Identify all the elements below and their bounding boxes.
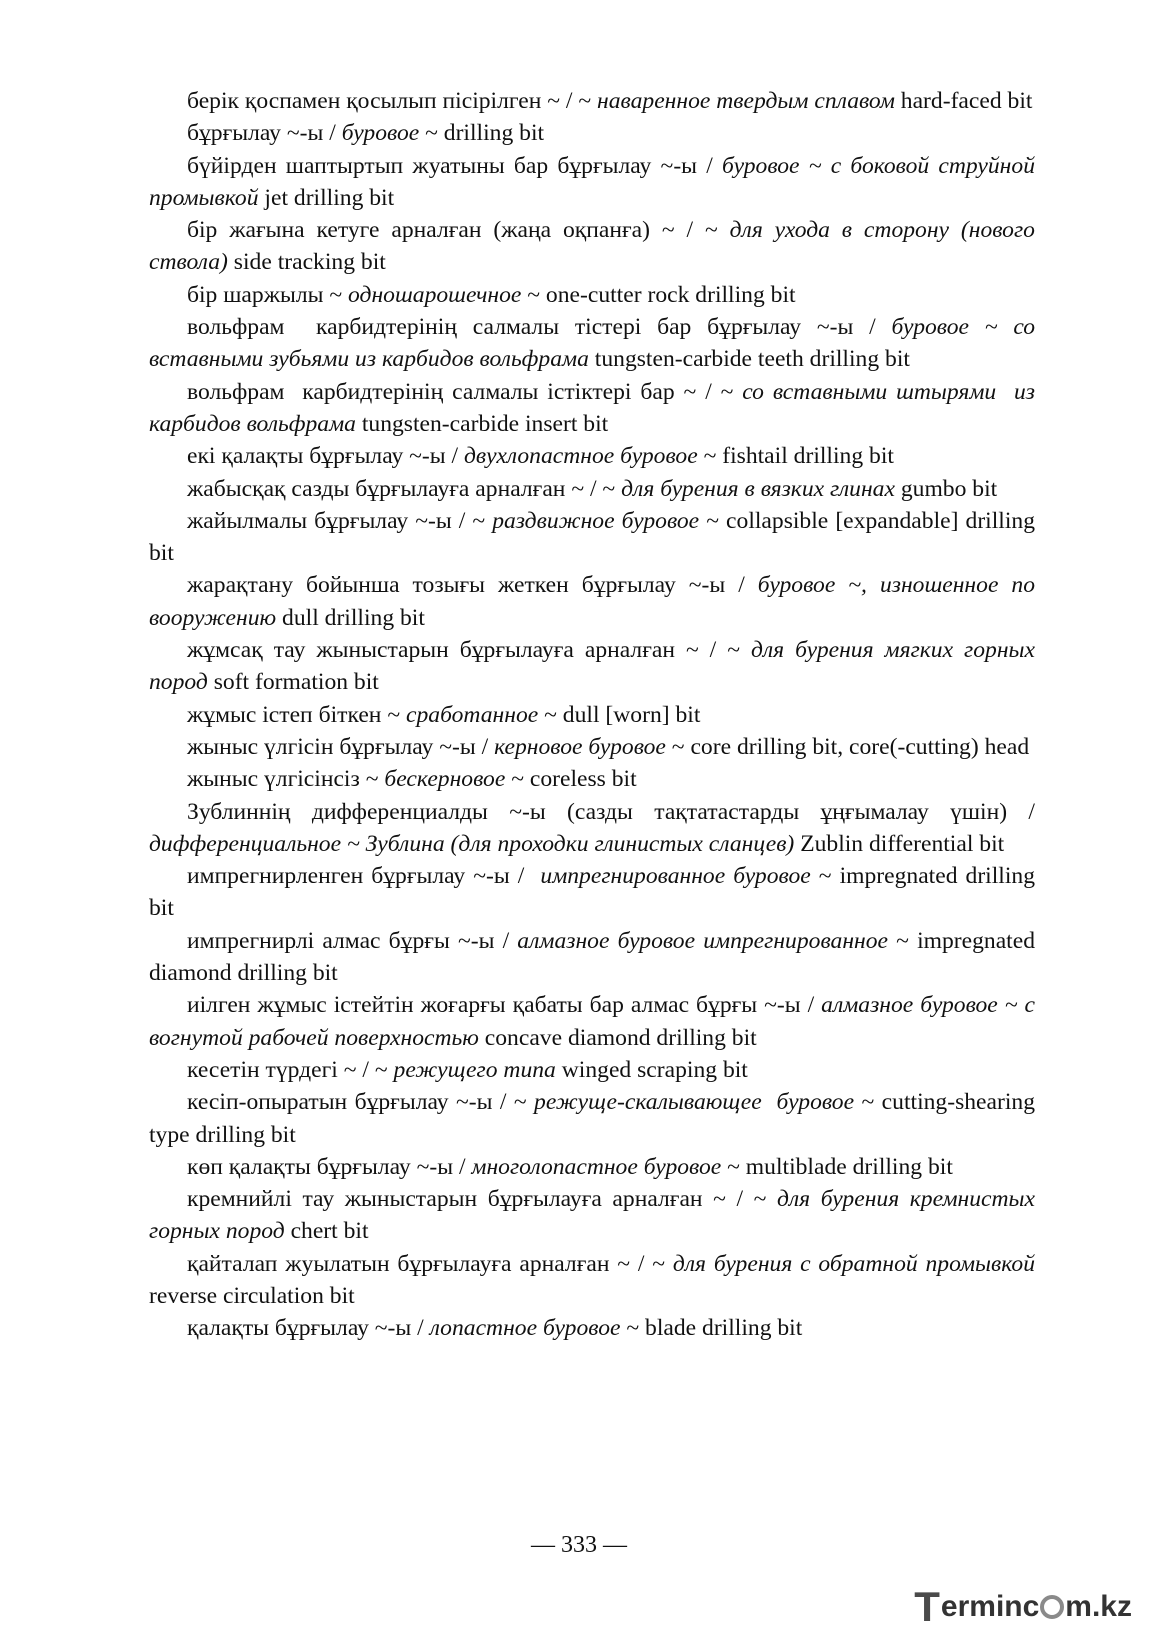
entry-text: жайылмалы бұрғылау ~-ы / ~ [187, 507, 493, 534]
watermark-ring-icon [1040, 1595, 1064, 1619]
entry-russian-term: дифференциальное ~ Зублина (для проходки глинистых сланцев) [149, 830, 795, 857]
dictionary-entry [149, 214, 1041, 279]
dictionary-entry [149, 699, 1035, 731]
entry-russian-term: со вставными штырями из карбидов вольфрама [149, 378, 1047, 437]
entry-text: ~ dull [worn] bit [538, 701, 701, 728]
entry-russian-term: алмазное буровое ~ с вогнутой рабочей поверхностью [149, 992, 1041, 1051]
entry-russian-term: алмазное буровое импрегнированное [517, 927, 889, 954]
entry-text: ~ impregnated drilling bit [149, 863, 1041, 922]
watermark-text-end: m.kz [1065, 1590, 1132, 1623]
dictionary-entry [149, 311, 1041, 376]
entry-text: кесіп-опыратын бұрғылау ~-ы / ~ [187, 1089, 535, 1116]
entry-russian-term: буровое ~, изношенное по вооружению [149, 572, 1041, 631]
entry-text: ~ cutting-shearing type drilling bit [149, 1089, 1041, 1148]
entry-russian-term: сработанное [406, 701, 539, 728]
dictionary-entry [149, 1248, 1041, 1313]
entry-russian-term: режущего типа [393, 1056, 556, 1083]
dictionary-entry [149, 1054, 1035, 1086]
entry-text: қалақты бұрғылау ~-ы / [187, 1315, 430, 1342]
entry-russian-term: режуще-скалывающее буровое [534, 1089, 855, 1116]
dictionary-entry [149, 505, 1041, 570]
entry-text: екі қалақты бұрғылау ~-ы / [187, 443, 464, 470]
entry-text: soft formation bit [207, 669, 379, 696]
entry-text: chert bit [284, 1218, 369, 1245]
entry-text: ~ impregnated diamond drilling bit [149, 927, 1041, 987]
page-number: — 333 — [531, 1532, 627, 1558]
dictionary-entry [149, 796, 1041, 861]
site-watermark-logo [914, 1585, 1132, 1629]
entry-russian-term: буровое [341, 120, 420, 147]
entry-russian-term: лопастное буровое [429, 1315, 621, 1342]
entry-text: жыныс үлгісін бұрғылау ~-ы / [187, 733, 495, 760]
entry-text: жарақтану бойынша тозығы жеткен бұрғылау ~-ы / [187, 572, 758, 599]
entry-text: ~ blade drilling bit [620, 1315, 803, 1342]
entry-text: көп қалақты бұрғылау ~-ы / [187, 1153, 472, 1180]
dictionary-entry [149, 1151, 1035, 1183]
entry-russian-term: наваренное твердым сплавом [597, 88, 895, 114]
entry-text: импрегнирленген бұрғылау ~-ы / [187, 863, 541, 890]
entry-text: ~ coreless bit [505, 766, 637, 793]
dictionary-entry [149, 763, 1035, 795]
entry-text: hard-faced bit [894, 88, 1033, 114]
entry-text: вольфрам карбидтерінің салмалы тістері бар бұрғылау ~-ы / [187, 314, 892, 341]
entry-text: бір шаржылы ~ [187, 281, 349, 308]
entry-text: reverse circulation bit [149, 1250, 1041, 1309]
dictionary-entry [149, 569, 1041, 634]
entry-text: жұмыс істеп біткен ~ [187, 701, 406, 728]
watermark-text-mid: erminc [940, 1590, 1040, 1623]
entry-russian-term: буровое ~ со вставными зубьями из карбидов вольфрама [149, 314, 1041, 373]
entry-text: импрегнирлі алмас бұрғы ~-ы / [187, 927, 518, 954]
dictionary-entry [149, 117, 1035, 149]
entry-text: жұмсақ тау жыныстарын бұрғылауға арналған ~ / ~ [187, 637, 751, 664]
entry-text: ~ one-cutter rock drilling bit [521, 281, 796, 308]
dictionary-entry [149, 85, 1035, 117]
entry-russian-term: бескерновое [384, 766, 506, 793]
entry-text: tungsten-carbide insert bit [355, 410, 609, 437]
entry-russian-term: для ухода в сторону (нового ствола) [149, 217, 1041, 276]
dictionary-entry [149, 989, 1041, 1054]
entry-russian-term: многолопастное буровое [471, 1153, 722, 1180]
entry-text: берік қоспамен қосылып пісірілген ~ / ~ [187, 88, 598, 114]
entry-text: Zublin differential bit [794, 830, 1005, 857]
watermark-letter-t: T [914, 1583, 940, 1630]
entry-russian-term: импрегнированное буровое [540, 863, 811, 890]
entry-text: winged scraping bit [555, 1056, 748, 1083]
entry-text: ~ fishtail drilling bit [697, 443, 894, 470]
dictionary-entries [149, 85, 1047, 1345]
entry-text: jet drilling bit [258, 184, 395, 211]
entry-text: gumbo bit [894, 475, 998, 502]
dictionary-entry [149, 279, 1035, 311]
entry-text: кремнийлі тау жыныстарын бұрғылауға арналған ~ / ~ [187, 1186, 777, 1213]
entry-text: ~ multiblade drilling bit [721, 1153, 953, 1180]
dictionary-entry [149, 1086, 1041, 1151]
entry-russian-term: одношарошечное [348, 281, 522, 308]
entry-russian-term: для бурения мягких горных пород [149, 637, 1041, 696]
entry-text: dull drilling bit [276, 604, 425, 631]
entry-text: кесетін түрдегі ~ / ~ [187, 1056, 394, 1083]
dictionary-entry [149, 925, 1041, 990]
entry-text: қайталап жуылатын бұрғылауға арналған ~ / ~ [187, 1250, 673, 1277]
entry-text: ~ drilling bit [419, 120, 545, 147]
entry-text: ~ collapsible [expandable] drilling bit [149, 507, 1041, 567]
entry-text: бүйірден шаптыртып жуатыны бар бұрғылау ~-ы / [187, 152, 723, 179]
entry-text: вольфрам карбидтерінің салмалы істіктері бар ~ / ~ [187, 378, 743, 405]
entry-text: бұрғылау ~-ы / [187, 120, 342, 147]
dictionary-entry [149, 1183, 1041, 1248]
entry-text: tungsten-carbide teeth drilling bit [588, 346, 910, 373]
entry-russian-term: керновое буровое [494, 733, 666, 760]
entry-text: ~ core drilling bit, core(-cutting) head [665, 733, 1030, 760]
dictionary-entry [149, 473, 1035, 505]
entry-text: concave diamond drilling bit [478, 1024, 757, 1051]
entry-text: side tracking bit [227, 249, 386, 276]
entry-text: жыныс үлгісінсіз ~ [187, 766, 385, 793]
dictionary-entry [149, 150, 1041, 215]
dictionary-entry [149, 731, 1035, 763]
entry-text: Зублиннің дифференциалды ~-ы (сазды тақтатастарды ұңғымалау үшін) / [187, 798, 1041, 825]
entry-russian-term: для бурения кремнистых горных пород [149, 1186, 1041, 1245]
entry-text: иілген жұмыс істейтін жоғарғы қабаты бар алмас бұрғы ~-ы / [187, 992, 822, 1019]
entry-russian-term: раздвижное буровое [492, 507, 700, 534]
entry-text: бір жағына кетуге арналған (жаңа оқпанға) ~ / ~ [187, 217, 730, 244]
entry-text: жабысқақ сазды бұрғылауға арналған ~ / ~ [187, 475, 622, 502]
dictionary-entry [149, 1312, 1035, 1344]
dictionary-entry [149, 860, 1041, 925]
entry-russian-term: для бурения в вязких глинах [621, 475, 895, 502]
dictionary-entry [149, 440, 1035, 472]
dictionary-entry [149, 634, 1041, 699]
dictionary-entry [149, 376, 1047, 441]
entry-russian-term: буровое ~ с боковой струйной промывкой [149, 152, 1041, 211]
entry-russian-term: для бурения с обратной промывкой [672, 1250, 1035, 1277]
entry-russian-term: двухлопастное буровое [464, 443, 698, 470]
